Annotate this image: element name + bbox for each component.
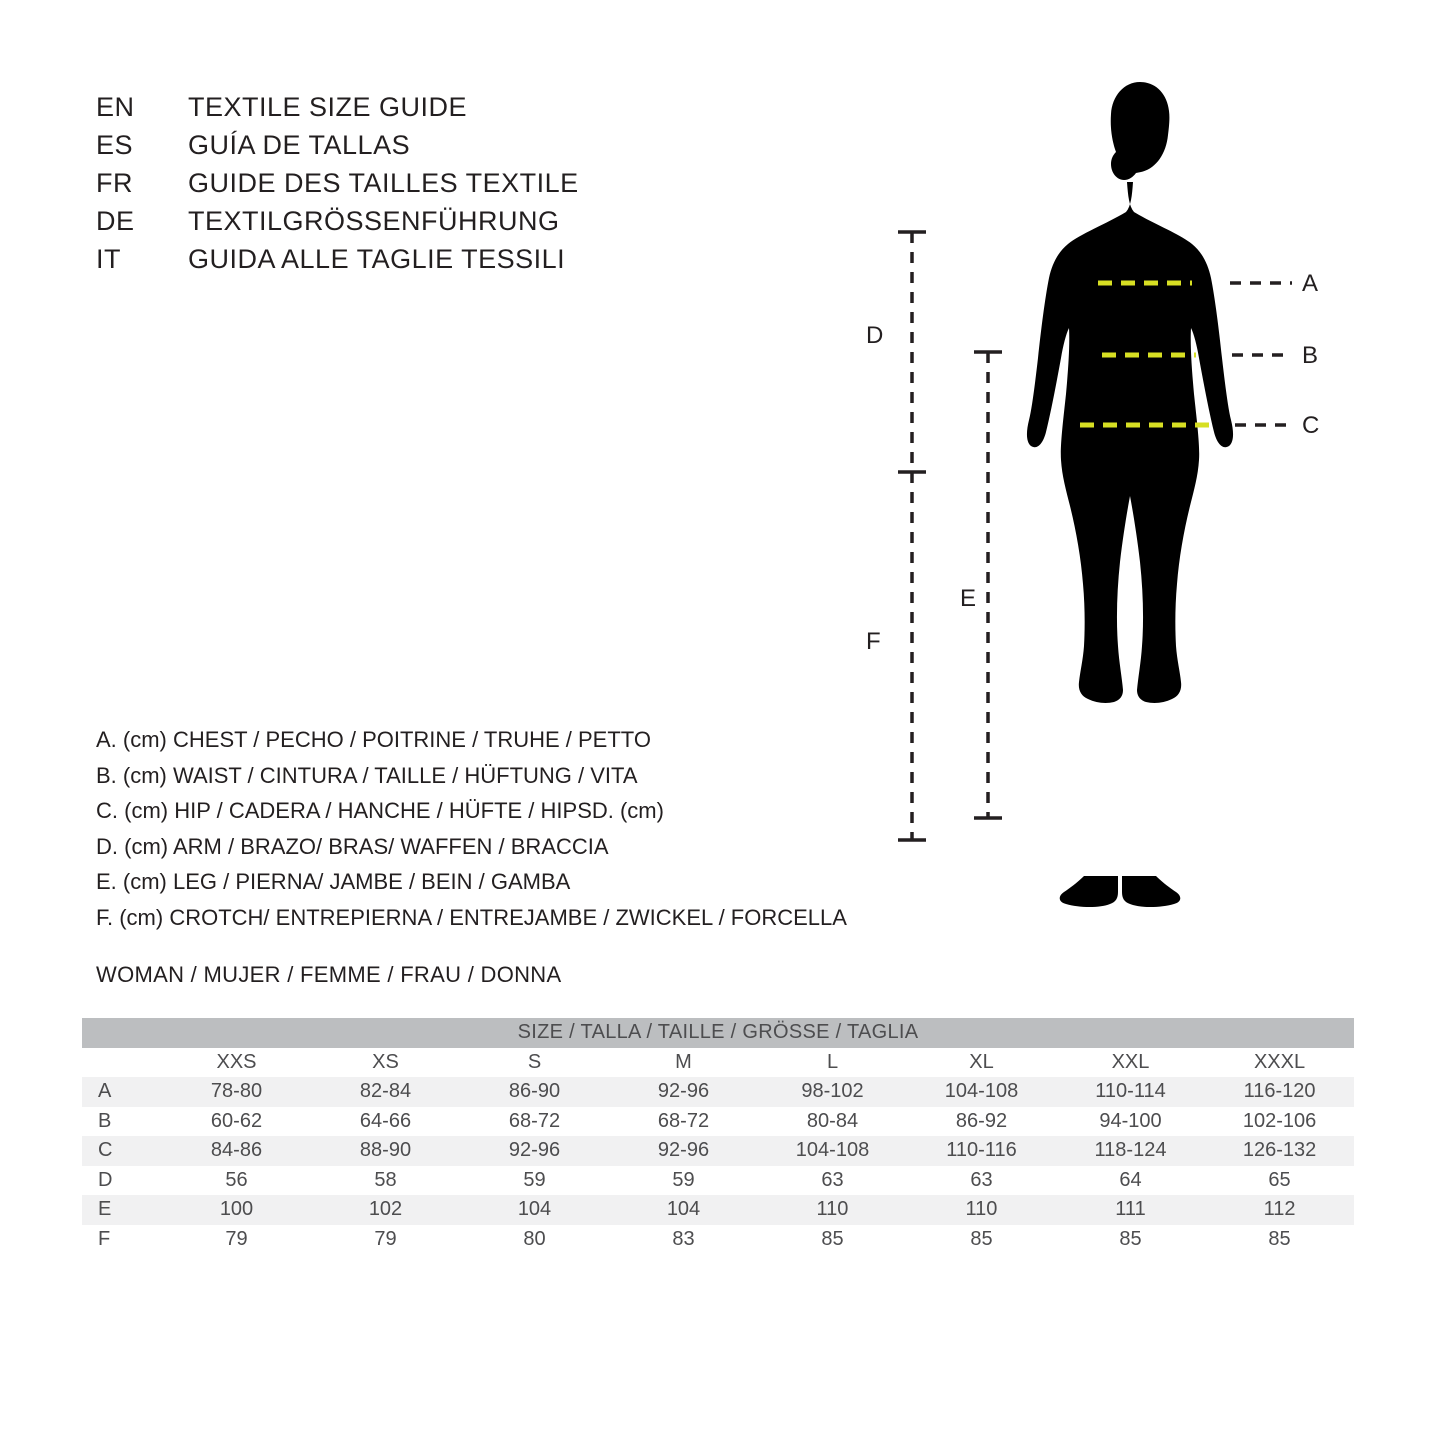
cell-f-xxxl: 85 [1205,1225,1354,1255]
cell-e-xxl: 111 [1056,1195,1205,1225]
table-row [82,1136,1354,1166]
cell-a-xs: 82-84 [311,1077,460,1107]
table-corner-cell [82,1048,162,1078]
cell-b-m: 68-72 [609,1107,758,1137]
cell-a-l: 98-102 [758,1077,907,1107]
cell-d-s: 59 [460,1166,609,1196]
cell-c-xs: 88-90 [311,1136,460,1166]
cell-d-m: 59 [609,1166,758,1196]
cell-e-xl: 110 [907,1195,1056,1225]
cell-c-l: 104-108 [758,1136,907,1166]
cell-c-m: 92-96 [609,1136,758,1166]
cell-d-l: 63 [758,1166,907,1196]
cell-c-xxs: 84-86 [162,1136,311,1166]
cell-f-xl: 85 [907,1225,1056,1255]
title-text-es: GUÍA DE TALLAS [188,130,411,160]
title-text-en: TEXTILE SIZE GUIDE [188,92,468,122]
body-figure-diagram [840,40,1400,940]
cell-a-xxs: 78-80 [162,1077,311,1107]
cell-b-xl: 86-92 [907,1107,1056,1137]
legend-item-d: D. (cm) ARM / BRAZO/ BRAS/ WAFFEN / BRACCIA [96,833,609,859]
gender-label: WOMAN / MUJER / FEMME / FRAU / DONNA [96,962,562,987]
marker-label-b: B [1302,342,1319,369]
dimension-label-f: F [866,628,881,655]
cell-c-xxl: 118-124 [1056,1136,1205,1166]
table-row [82,1077,1354,1107]
cell-a-s: 86-90 [460,1077,609,1107]
cell-d-xxl: 64 [1056,1166,1205,1196]
cell-e-xxs: 100 [162,1195,311,1225]
cell-b-xxl: 94-100 [1056,1107,1205,1137]
row-label-d: D [82,1166,162,1196]
title-lang-es: ES [96,130,134,160]
cell-a-xxl: 110-114 [1056,1077,1205,1107]
cell-e-xs: 102 [311,1195,460,1225]
legend-item-f: F. (cm) CROTCH/ ENTREPIERNA / ENTREJAMBE / ZWICKEL / FORCELLA [96,904,847,930]
title-text-de: TEXTILGRÖSSENFÜHRUNG [188,206,560,236]
cell-d-xxxl: 65 [1205,1166,1354,1196]
size-header-m: M [609,1048,758,1078]
legend-item-c: C. (cm) HIP / CADERA / HANCHE / HÜFTE / HIPSD. (cm) [96,798,664,823]
title-text-fr: GUIDE DES TAILLES TEXTILE [188,168,579,198]
cell-f-m: 83 [609,1225,758,1255]
title-lang-de: DE [96,206,135,236]
cell-e-xxxl: 112 [1205,1195,1354,1225]
title-row-en [96,92,716,130]
cell-f-xxs: 79 [162,1225,311,1255]
row-label-e: E [82,1195,162,1225]
cell-b-s: 68-72 [460,1107,609,1137]
dimension-label-e: E [960,585,977,612]
legend-item-e: E. (cm) LEG / PIERNA/ JAMBE / BEIN / GAMBA [96,869,571,894]
table-band-label: SIZE / TALLA / TAILLE / GRÖSSE / TAGLIA [82,1018,1354,1048]
cell-f-s: 80 [460,1225,609,1255]
row-label-c: C [82,1136,162,1166]
dimension-label-d: D [866,322,884,349]
cell-b-xs: 64-66 [311,1107,460,1137]
title-row-es [96,130,716,168]
cell-c-xxxl: 126-132 [1205,1136,1354,1166]
cell-f-xs: 79 [311,1225,460,1255]
cell-e-s: 104 [460,1195,609,1225]
table-band-row [82,1018,1354,1048]
title-text-it: GUIDA ALLE TAGLIE TESSILI [188,244,566,274]
title-lang-fr: FR [96,168,133,198]
legend-item-b: B. (cm) WAIST / CINTURA / TAILLE / HÜFTUNG / VITA [96,762,638,788]
title-row-it [96,244,716,282]
size-header-l: L [758,1048,907,1078]
cell-d-xl: 63 [907,1166,1056,1196]
cell-b-xxs: 60-62 [162,1107,311,1137]
cell-a-xxxl: 116-120 [1205,1077,1354,1107]
cell-a-xl: 104-108 [907,1077,1056,1107]
size-header-xxl: XXL [1056,1048,1205,1078]
cell-e-m: 104 [609,1195,758,1225]
cell-b-l: 80-84 [758,1107,907,1137]
woman-silhouette [1027,82,1233,907]
table-row [82,1166,1354,1196]
size-header-xxxl: XXXL [1205,1048,1354,1078]
table-row [82,1225,1354,1255]
cell-b-xxxl: 102-106 [1205,1107,1354,1137]
marker-leaders [1230,283,1292,425]
row-label-a: A [82,1077,162,1107]
cell-d-xs: 58 [311,1166,460,1196]
legend-item-a: A. (cm) CHEST / PECHO / POITRINE / TRUHE / PETTO [96,727,651,752]
title-lang-en: EN [96,92,135,122]
title-lang-it: IT [96,244,121,274]
row-label-b: B [82,1107,162,1137]
table-header-row [82,1048,1354,1078]
size-header-s: S [460,1048,609,1078]
cell-f-xxl: 85 [1056,1225,1205,1255]
size-header-xxs: XXS [162,1048,311,1078]
cell-e-l: 110 [758,1195,907,1225]
cell-d-xxs: 56 [162,1166,311,1196]
table-row [82,1195,1354,1225]
marker-label-c: C [1302,412,1320,439]
size-header-xl: XL [907,1048,1056,1078]
cell-c-s: 92-96 [460,1136,609,1166]
title-row-fr [96,168,716,206]
size-table [82,1018,1354,1254]
row-label-f: F [82,1225,162,1255]
size-header-xs: XS [311,1048,460,1078]
size-table-wrapper [82,1018,1354,1254]
cell-a-m: 92-96 [609,1077,758,1107]
title-block [96,92,716,282]
cell-c-xl: 110-116 [907,1136,1056,1166]
title-row-de [96,206,716,244]
cell-f-l: 85 [758,1225,907,1255]
measurement-legend [96,722,916,935]
marker-label-a: A [1302,270,1319,297]
table-row [82,1107,1354,1137]
